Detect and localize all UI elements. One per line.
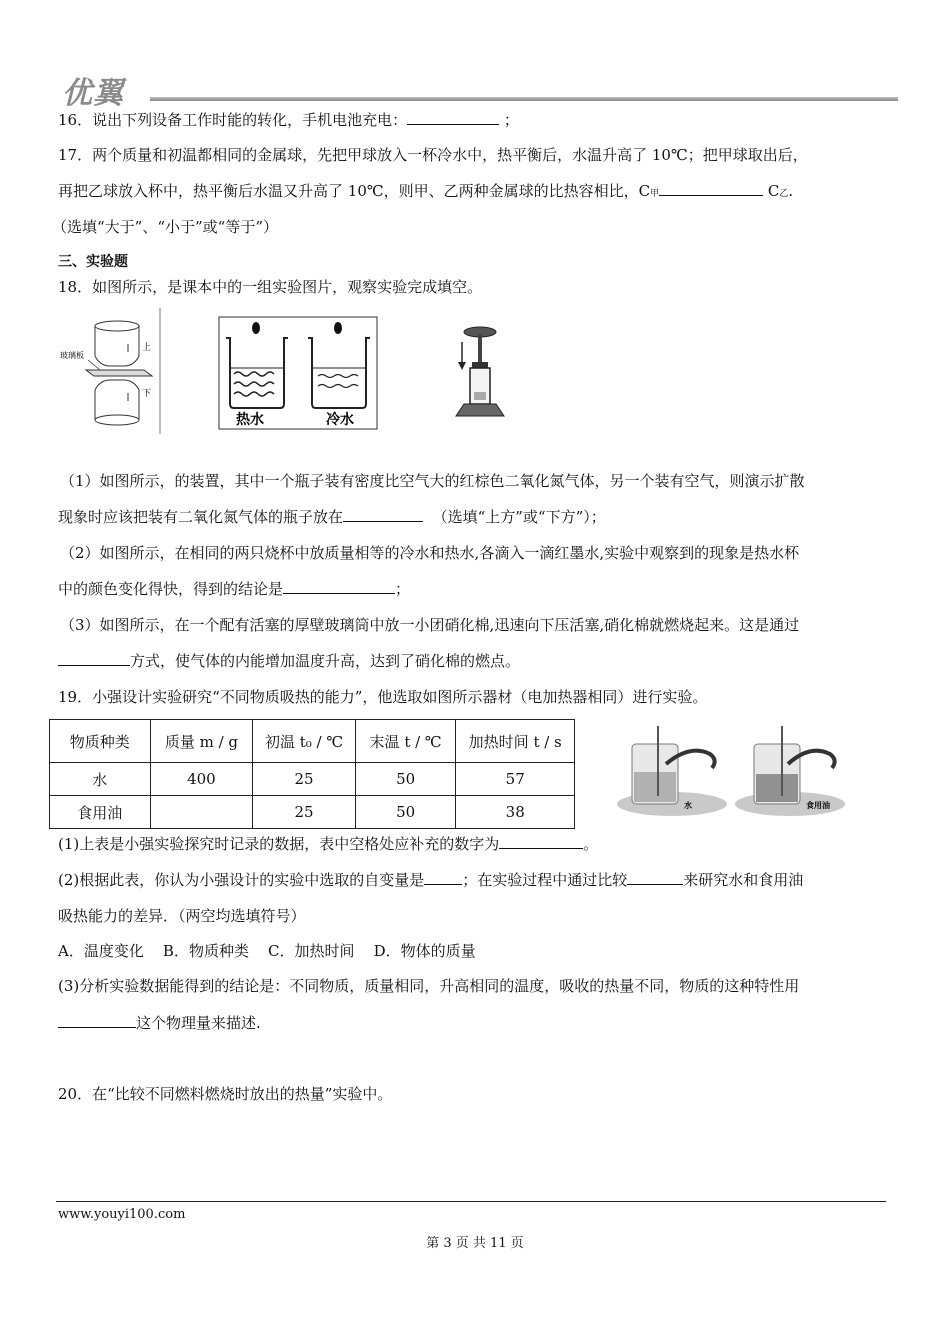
q18-part2-line2: 中的颜色变化得快，得到的结论是 ； [58,580,411,598]
beakers-figure [218,316,378,430]
table-cell: 400 [150,763,253,796]
diffusion-bottles-figure [60,308,165,436]
table-cell: 50 [355,796,456,829]
glass-plate-label: 玻璃板 [60,351,84,360]
table-header: 初温 t₀ / ℃ [253,720,356,763]
q18-part2-line1: （2）如图所示，在相同的两只烧杯中放质量相等的冷水和热水,各滴入一滴红墨水,实验中观察到的现象是热水杯 [60,544,800,562]
question-17-line3: （选填“大于”、“小于”或“等于”） [52,218,279,236]
table-header-row [50,720,575,763]
q18-part3-line2: 方式，使气体的内能增加温度升高，达到了硝化棉的燃点。 [58,651,520,671]
data-table [49,719,575,829]
page-number: 第 3 页 共 11 页 [426,1236,524,1251]
header-rule [150,97,898,101]
table-header: 质量 m / g [150,720,253,763]
heating-setup-photo [610,724,860,820]
lower-label: 下 [142,389,152,399]
q18-part1-line2: 现象时应该把装有二氧化氮气体的瓶子放在 （选填“上方”或“下方”）； [58,508,606,526]
oil-photo-label: 食用油 [806,801,830,810]
question-17-line1: 17．两个质量和初温都相同的金属球，先把甲球放入一杯冷水中，热平衡后，水温升高了 10℃；把甲球取出后， [58,146,808,164]
table-header: 物质种类 [50,720,151,763]
table-header: 末温 t / ℃ [355,720,456,763]
q19-sub3-line1: (3)分析实验数据能得到的结论是：不同物质，质量相同，升高相同的温度，吸收的热量不同，物质的这种特性用 [58,977,800,995]
footer-url: www.youyi100.com [58,1207,186,1222]
q19-sub2-line2: 吸热能力的差异．（两空均选填符号） [58,907,306,925]
table-cell: 食用油 [50,796,151,829]
section-title: 三、实验题 [58,254,128,270]
q18-part1-line1: （1）如图所示，的装置，其中一个瓶子装有密度比空气大的红棕色二氧化氮气体，另一个装有空气，则演示扩散 [60,472,805,490]
compression-cylinder-figure [450,322,510,420]
footer-rule [56,1201,886,1202]
option-b: B．物质种类 [162,942,249,960]
question-20: 20．在“比较不同燃料燃烧时放出的热量”实验中。 [58,1085,393,1103]
question-19-intro: 19．小强设计实验研究“不同物质吸热的能力”，他选取如图所示器材（电加热器相同）进行实验。 [58,688,708,706]
table-cell: 25 [253,796,356,829]
table-row [50,796,575,829]
question-17-line2: 再把乙球放入杯中，热平衡后水温又升高了 10℃，则甲、乙两种金属球的比热容相比，C甲 C乙. [58,182,794,200]
q19-sub2-line1: (2)根据此表，你认为小强设计的实验中选取的自变量是 ；在实验过程中通过比较 来研究水和食用油 [58,871,804,889]
table-cell: 38 [456,796,575,829]
q18-part3-line1: （3）如图所示，在一个配有活塞的厚壁玻璃筒中放一小团硝化棉,迅速向下压活塞,硝化棉就燃烧起来。这是通过 [60,616,800,634]
table-cell: 57 [456,763,575,796]
q19-sub1: (1)上表是小强实验探究时记录的数据，表中空格处应补充的数字为 。 [58,835,599,853]
table-header: 加热时间 t / s [456,720,575,763]
cold-water-label: 冷水 [326,412,354,428]
table-row [50,763,575,796]
option-a: A．温度变化 [58,942,144,960]
q19-sub3-line2: 这个物理量来描述. [58,1013,261,1033]
table-cell: 25 [253,763,356,796]
hot-water-label: 热水 [236,412,264,428]
question-18-intro: 18．如图所示，是课本中的一组实验图片，观察实验完成填空。 [58,278,483,296]
upper-label: 上 [142,343,152,353]
option-d: D．物体的质量 [373,942,476,960]
option-c: C．加热时间 [268,942,355,960]
table-cell: 水 [50,763,151,796]
water-photo-label: 水 [684,801,692,810]
table-cell [150,796,253,829]
table-cell: 50 [355,763,456,796]
question-16: 16．说出下列设备工作时能的转化，手机电池充电： ； [58,111,519,129]
publisher-logo: 优翼 [62,76,124,111]
q19-options [58,941,476,961]
